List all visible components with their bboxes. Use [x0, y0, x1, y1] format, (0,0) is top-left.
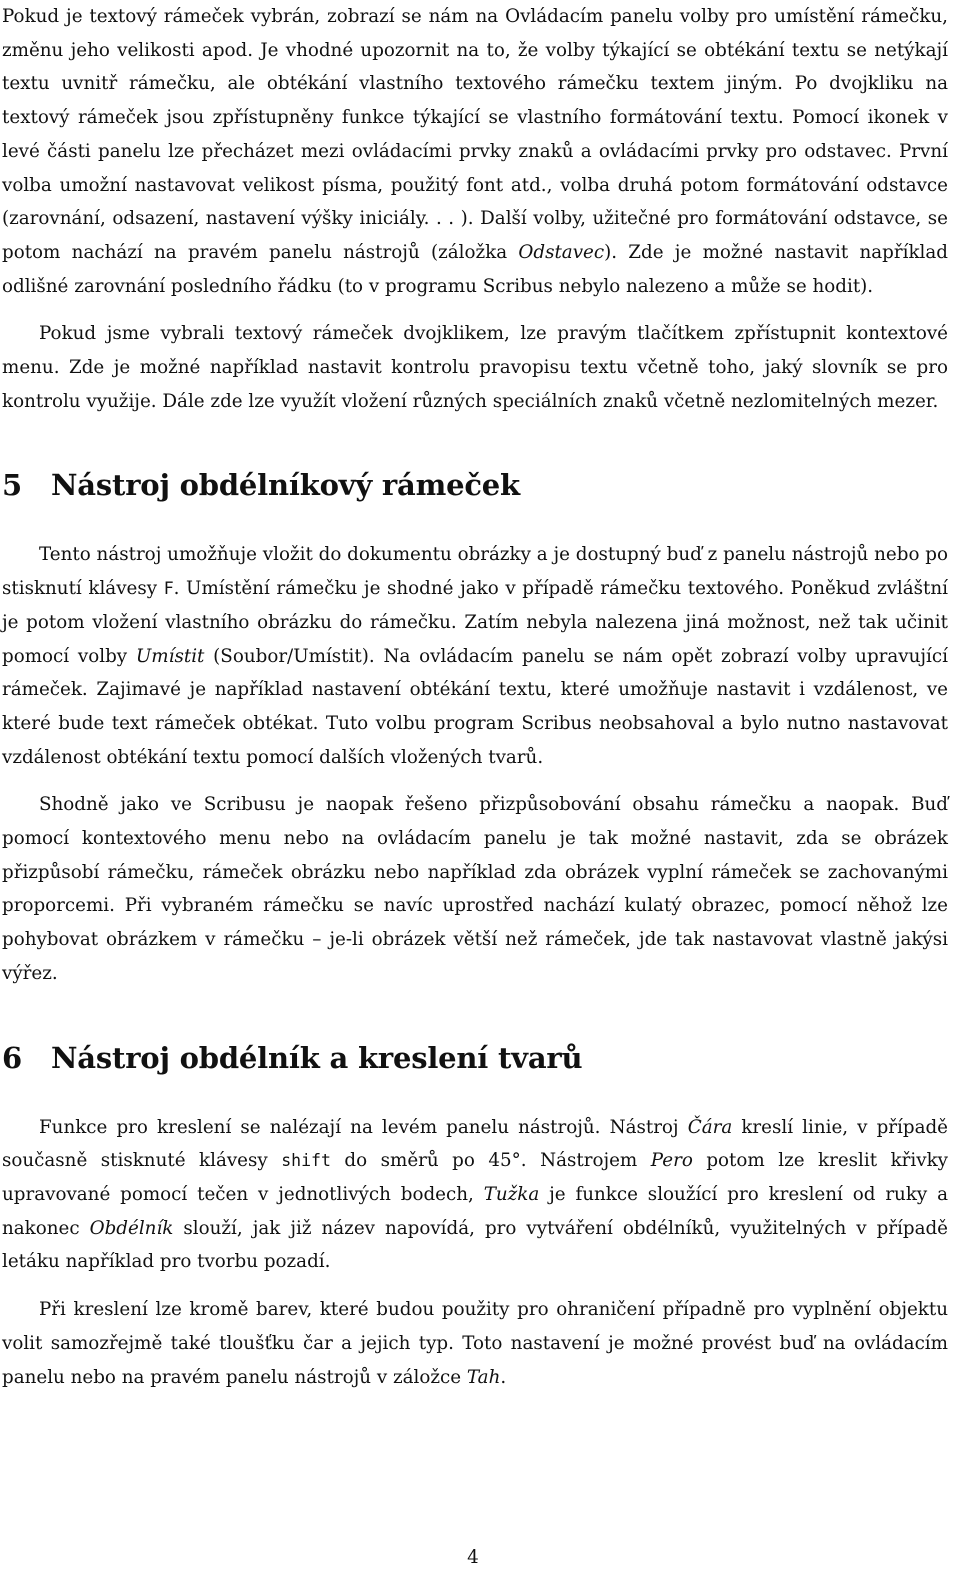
intro-paragraph-1-italic: Odstavec: [518, 241, 605, 263]
section-6-key-label: shift: [281, 1151, 331, 1171]
section-6-paragraph-1-part-a: Funkce pro kreslení se nalézají na levém panelu nástrojů. Nástroj: [39, 1116, 688, 1138]
section-6-italic-tuzka: Tužka: [483, 1183, 540, 1205]
section-5-paragraph-1-part-a: Tento nástroj umožňuje vložit do dokumentu obrázky a je dostupný buď z panelu nástrojů nebo po stisknutí klávesy: [2, 544, 948, 600]
section-5-paragraph-2: Shodně jako ve Scribusu je naopak řešeno přizpůsobování obsahu rámečku a naopak. Buď pomocí kontextového menu nebo na ovládacím panelu je tak možné nastavit, zda se obrázek přizpůsobí rámečku, rámeček obrázku nebo například zda obrázek vyplní rámeček se zachovanými proporcemi. Při vybraném rámečku se navíc uprostřed nachází kulatý obrazec, pomocí něhož lze pohybovat obrázkem v rámečku – je-li obrázek větší než rámeček, jde tak nastavovat vlastně jakýsi výřez.: [2, 794, 948, 984]
section-5-title: Nástroj obdélníkový rámeček: [51, 468, 520, 503]
section-5-number: 5: [2, 468, 22, 503]
section-6-italic-cara: Čára: [687, 1116, 733, 1138]
section-6-paragraph-1-part-f: slouží, jak již název napovídá, pro vytváření obdélníků, využitelných v případě letáku například pro tvorbu pozadí.: [2, 1217, 949, 1273]
intro-paragraph-1: [2, 0, 948, 303]
section-5-paragraph-1-italic: Umístit: [135, 645, 205, 667]
section-6-paragraph-2-part-a: Při kreslení lze kromě barev, které budou použity pro ohraničení případně pro vyplnění objektu volit samozřejmě také tloušťku čar a jejich typ. Toto nastavení je možné provést buď na ovládacím panelu nebo na pravém panelu nástrojů v záložce: [2, 1299, 948, 1388]
section-6-paragraph-1-part-e: je funkce sloužící pro kreslení od ruky a nakonec: [2, 1183, 949, 1239]
section-6-paragraph-2: [2, 1293, 948, 1394]
section-6-paragraph-1-part-d: potom lze kreslit křivky upravované pomocí tečen v jednotlivých bodech,: [2, 1150, 948, 1205]
intro-paragraph-2: Pokud jsme vybrali textový rámeček dvojklikem, lze pravým tlačítkem zpřístupnit kontextové menu. Zde je možné například nastavit kontrolu pravopisu textu včetně toho, jaký slovník se pro kontrolu využije. Dále zde lze využít vložení různých speciálních znaků včetně nezlomitelných mezer.: [2, 323, 948, 412]
section-6-italic-obdelnik: Obdélník: [89, 1217, 174, 1239]
page-content: [2, 0, 948, 1394]
section-5-heading: [2, 465, 948, 505]
section-5-paragraph-1-part-b: . Umístění rámečku je shodné jako v případě rámečku textového. Poněkud zvláštní je potom vložení vlastního obrázku do rámečku. Zatím nebyla nalezena jiná možnost, než tak učinit pomocí volby: [2, 578, 949, 667]
section-6-italic-tah: Tah: [466, 1366, 501, 1388]
section-6-paragraph-1: [2, 1111, 948, 1280]
intro-paragraph-1-text: Pokud je textový rámeček vybrán, zobrazí se nám na Ovládacím panelu volby pro umístění rámečku, změnu jeho velikosti apod. Je vhodné upozornit na to, že volby týkající se obtékání textu se netýkají textu uvnitř rámečku, ale obtékání vlastního textového rámečku textem jiným. Po dvojkliku na textový rámeček jsou zpřístupněny funkce týkající se vlastního formátování textu. Pomocí ikonek v levé části panelu lze přecházet mezi ovládacími prvky znaků a ovládacími prvky pro odstavec. První volba umožní nastavovat velikost písma, použitý font atd., volba druhá potom formátování odstavce (zarovnání, odsazení, nastavení výšky iniciály. . . ). Další volby, užitečné pro formátování odstavce, se potom nachází na pravém panelu nástrojů (záložka: [2, 6, 948, 263]
intro-paragraph-1-tail: ). Zde je možné nastavit například odlišné zarovnání posledního řádku (to v programu Scribus nebylo nalezeno a může se hodit).: [2, 241, 948, 297]
section-6-italic-pero: Pero: [650, 1150, 693, 1172]
section-6-title: Nástroj obdélník a kreslení tvarů: [51, 1040, 583, 1075]
section-6-number: 6: [2, 1040, 22, 1075]
section-5-paragraph-1: [2, 538, 948, 774]
section-5-key-label: F: [163, 579, 174, 599]
section-6-heading: [2, 1038, 948, 1078]
page-number: 4: [467, 1547, 479, 1568]
section-5-paragraph-1-part-c: (Soubor/Umístit). Na ovládacím panelu se nám opět zobrazí volby upravující rámeček. Zajimavé je například nastavení obtékání textu, které umožňuje nastavit i vzdálenost, ve které bude text rámeček obtékat. Tuto volbu program Scribus neobsahoval a bylo nutno nastavovat vzdálenost obtékání textu pomocí dalších vložených tvarů.: [2, 645, 948, 768]
section-6-paragraph-2-part-b: .: [500, 1366, 507, 1388]
section-6-paragraph-1-part-b: kreslí linie, v případě současně stisknuté klávesy: [2, 1116, 948, 1172]
section-6-paragraph-1-part-c: do směrů po 45°. Nástrojem: [330, 1150, 651, 1172]
